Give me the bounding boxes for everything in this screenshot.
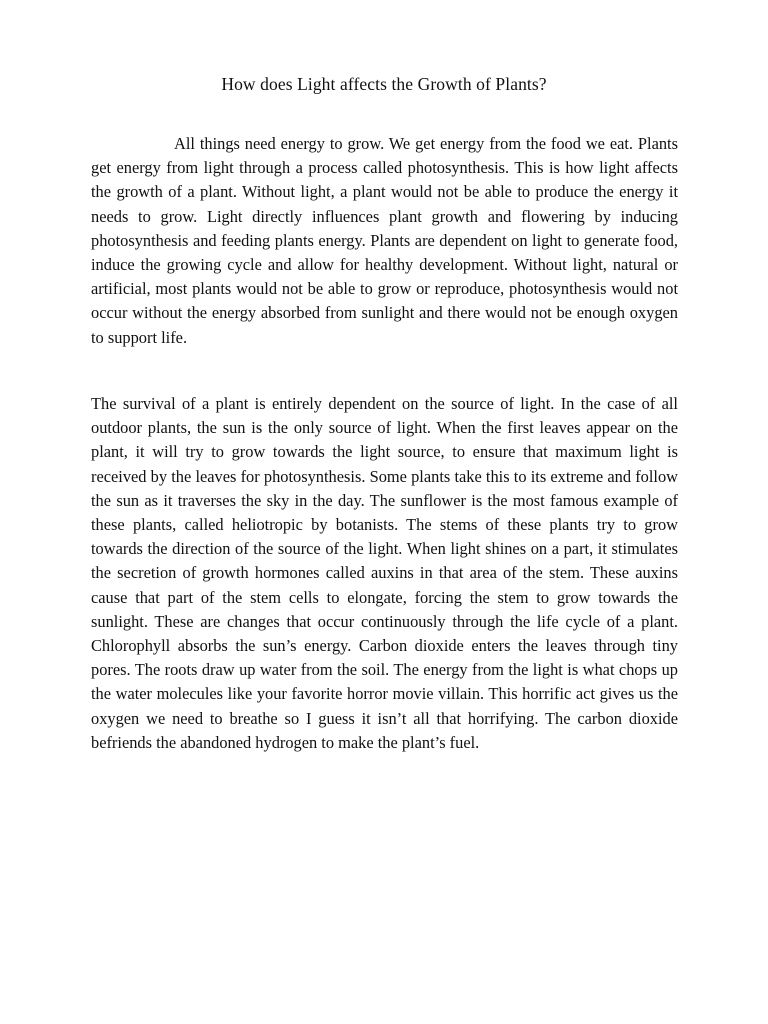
paragraph-2: The survival of a plant is entirely dependent on the source of light. In the case of all outdoor plants, the sun is the only source of light. When the first leaves appear on the plant, it will try to grow towards the light source, to ensure that maximum light is received by the leaves for photosynthesis. Some plants take this to its extreme and follow the sun as it traverses the sky in the day. The sunflower is the most famous example of these plants, called heliotropic by botanists. The stems of these plants try to grow towards the direction of the source of the light. When light shines on a part, it stimulates the secretion of growth hormones called auxins in that area of the stem. These auxins cause that part of the stem cells to elongate, forcing the stem to grow towards the sunlight. These are changes that occur continuously through the life cycle of a plant. Chlorophyll absorbs the sun’s energy. Carbon dioxide enters the leaves through tiny pores. The roots draw up water from the soil. The energy from the light is what chops up the water molecules like your favorite horror movie villain. This horrific act gives us the oxygen we need to breathe so I guess it isn’t all that horrifying. The carbon dioxide befriends the abandoned hydrogen to make the plant’s fuel.: [91, 394, 678, 752]
document-title: How does Light affects the Growth of Plants?: [221, 74, 547, 94]
paragraph-1: All things need energy to grow. We get energy from the food we eat. Plants get energy from light through a process called photosynthesis. This is how light affects the growth of a plant. Without light, a plant would not be able to produce the energy it needs to grow. Light directly influences plant growth and flowering by inducing photosynthesis and feeding plants energy. Plants are dependent on light to generate food, induce the growing cycle and allow for healthy development. Without light, natural or artificial, most plants would not be able to grow or reproduce, photosynthesis would not occur without the energy absorbed from sunlight and there would not be enough oxygen to support life.: [91, 134, 678, 347]
